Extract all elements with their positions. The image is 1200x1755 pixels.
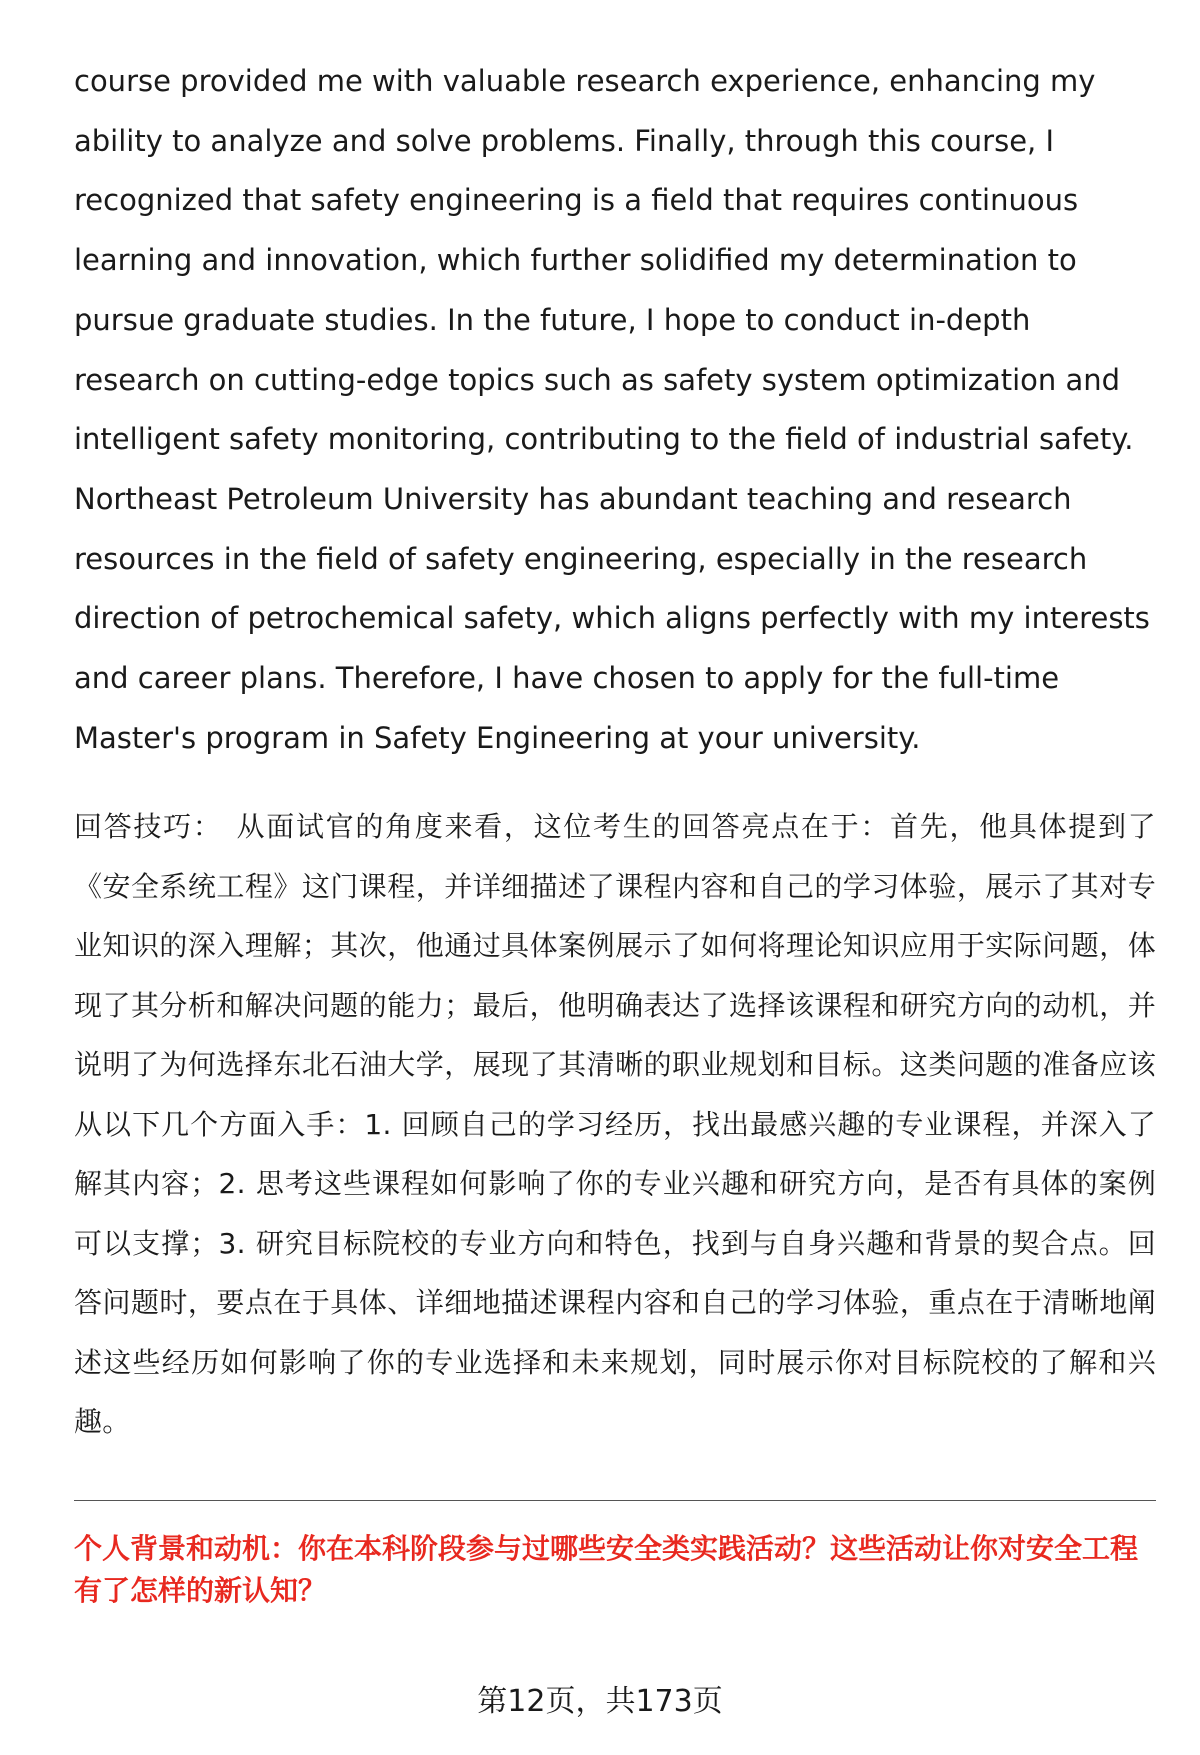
answer-paragraph-english: course provided me with valuable research experience, enhancing my ability to analyze and solve problems. Finally, through this course, I recognized that safety engineering is a field that requires continuous learning and innovation, which further solidified my determination to pursue graduate studies. In the future, I hope to conduct in-depth research on cutting-edge topics such as safety system optimization and intelligent safety monitoring, contributing to the field of industrial safety. Northeast Petroleum University has abundant teaching and research resources in the field of safety engineering, especially in the research direction of petrochemical safety, which aligns perfectly with my interests and career plans. Therefore, I have chosen to apply for the full-time Master's program in Safety Engineering at your university. xyxy=(74,64,1150,755)
page-number: 第12页，共173页 xyxy=(477,1684,723,1719)
section-divider xyxy=(74,1500,1156,1501)
next-question-heading: 个人背景和动机：你在本科阶段参与过哪些安全类实践活动？这些活动让你对安全工程有了怎样的新认知？ xyxy=(74,1532,1139,1607)
answer-tips-body: 从面试官的角度来看，这位考生的回答亮点在于：首先，他具体提到了《安全系统工程》这门课程，并详细描述了课程内容和自己的学习体验，展示了其对专业知识的深入理解；其次，他通过具体案例展示了如何将理论知识应用于实际问题，体现了其分析和解决问题的能力；最后，他明确表达了选择该课程和研究方向的动机，并说明了为何选择东北石油大学，展现了其清晰的职业规划和目标。这类问题的准备应该从以下几个方面入手：1. 回顾自己的学习经历，找出最感兴趣的专业课程，并深入了解其内容；2. 思考这些课程如何影响了你的专业兴趣和研究方向，是否有具体的案例可以支撑；3. 研究目标院校的专业方向和特色，找到与自身兴趣和背景的契合点。回答问题时，要点在于具体、详细地描述课程内容和自己的学习体验，重点在于清晰地阐述这些经历如何影响了你的专业选择和未来规划，同时展示你对目标院校的了解和兴趣。 xyxy=(74,810,1156,1438)
answer-tips-label: 回答技巧： xyxy=(74,810,223,843)
answer-tips-paragraph xyxy=(74,797,1156,1452)
